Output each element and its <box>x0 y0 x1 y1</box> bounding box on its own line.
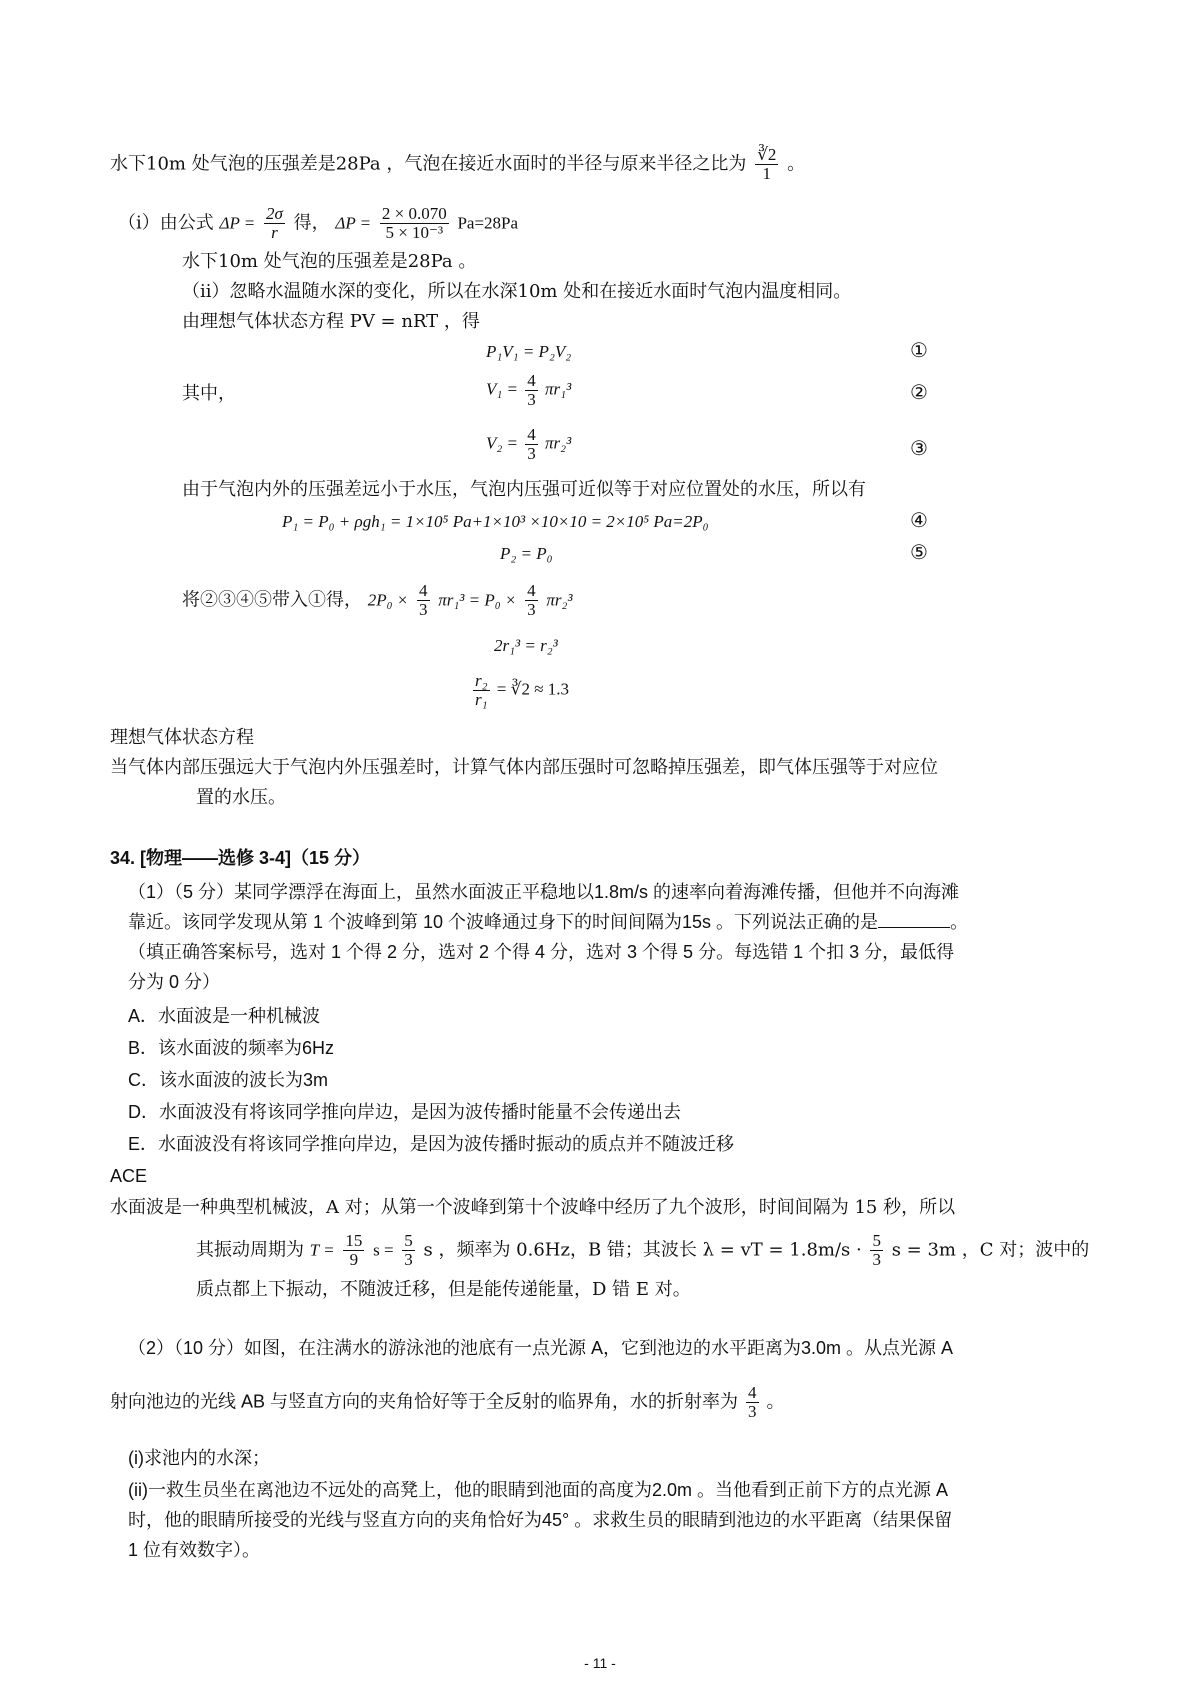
part-ii-explain: 由于气泡内外的压强差远小于水压，气泡内压强可近似等于对应位置处的水压，所以有 <box>182 479 866 500</box>
q2-l2-tail: 。 <box>766 1391 785 1412</box>
exp2-n1: 15 <box>345 1231 363 1250</box>
eq1: P₁V₁ = P₂V₂ <box>486 342 572 361</box>
q34-title: 34. [物理——选修 3-4]（15 分） <box>110 848 371 868</box>
sub-c: πr₂³ <box>546 590 573 610</box>
q2-line-1: （2）（10 分）如图，在注满水的游泳池的池底有一点光源 A，它到池边的水平距离为3.0m 。从点光源 A <box>128 1338 954 1358</box>
q34-p2-text: 靠近。该同学发现从第 1 个波峰到第 10 个波峰通过身下的时间间隔为15s 。下列说法正确的是 <box>128 912 879 932</box>
eq3-tail: πr₂³ <box>545 433 572 453</box>
sub-num2: 4 <box>527 581 536 600</box>
f2-num: 2 × 0.070 <box>381 204 447 223</box>
part-ii-state-eq: 由理想气体状态方程 PV = nRT ，得 <box>182 311 480 332</box>
answer-text: ACE <box>110 1166 148 1186</box>
q34-p3: （填正确答案标号，选对 1 个得 2 分，选对 2 个得 4 分，选对 3 个得 5 分。每选错 1 个扣 3 分，最低得 <box>128 942 955 962</box>
header-line <box>110 146 805 183</box>
explanation-1: 水面波是一种典型机械波，A 对；从第一个波峰到第十个波峰中经历了九个波形，时间间隔为 15 秒，所以 <box>110 1197 956 1218</box>
exp2-a: 其振动周期为 <box>196 1239 304 1261</box>
part-i-formula <box>118 205 518 242</box>
note-2: 当气体内部压强远大于气泡内外压强差时，计算气体内部压强时可忽略掉压强差，即气体压强等于对应位 <box>110 757 938 778</box>
note-3: 置的水压。 <box>196 787 286 808</box>
eq4: P₁ = P₀ + ρgh₁ = 1×10⁵ Pa+1×10³ ×10×10 = 2×10⁵ Pa=2P₀ <box>282 512 709 531</box>
sub-fraction-1 <box>417 582 430 619</box>
eq2-fraction <box>525 372 538 409</box>
eq7-fraction <box>473 672 490 709</box>
q2-num: 4 <box>748 1383 757 1402</box>
exp2-fraction-2 <box>402 1232 415 1269</box>
part-ii-intro: （ii）忽略水温随水深的变化，所以在水深10m 处和在接近水面时气泡内温度相同。 <box>182 281 852 302</box>
q34-p2 <box>128 910 968 934</box>
exp2-n3: 5 <box>872 1231 881 1250</box>
eq7-num: r₂ <box>475 671 488 690</box>
part-i-lead: （i）由公式 <box>118 212 214 234</box>
refraction-index-fraction <box>746 1384 759 1421</box>
q2-part-ii-1: (ii)一救生员坐在离池边不远处的高凳上，他的眼睛到池面的高度为2.0m 。当他看到正前下方的点光源 A <box>128 1480 949 1500</box>
q34-p2-tail: 。 <box>950 912 969 932</box>
eq7 <box>470 672 569 709</box>
ratio-num: ∛2 <box>757 145 777 164</box>
option-c: C．该水面波的波长为3m <box>128 1070 329 1090</box>
eq5: P₂ = P₀ <box>500 544 553 563</box>
sub-fraction-2 <box>525 582 538 619</box>
q34-p1: （1）（5 分）某同学漂浮在海面上，虽然水面波正平稳地以1.8m/s 的速率向着海滩传播，但他并不向海滩 <box>128 882 960 902</box>
q2-part-i: (i)求池内的水深； <box>128 1448 270 1468</box>
ratio-den: 1 <box>762 164 772 183</box>
q2-l2-text: 射向池边的光线 AB 与竖直方向的夹角恰好等于全反射的临界角，水的折射率为 <box>110 1391 739 1412</box>
f2-tail: Pa=28Pa <box>457 213 519 233</box>
option-d: D．水面波没有将该同学推向岸边，是因为波传播时能量不会传递出去 <box>128 1102 681 1122</box>
page-number: - 11 - <box>584 1655 616 1671</box>
exp2-d1: 9 <box>349 1250 359 1269</box>
exp2-d: s = 3m ，C 对；波中的 <box>891 1239 1090 1261</box>
where-label: 其中， <box>182 383 236 404</box>
eq3-fraction <box>525 426 538 463</box>
header-text: 水下10m 处气泡的压强差是28Pa ，气泡在接近水面时的半径与原来半径之比为 <box>110 153 747 175</box>
eq2 <box>486 372 571 409</box>
marker-3: ③ <box>910 436 928 460</box>
exp2-fraction-3 <box>870 1232 883 1269</box>
eq7-den: r₁ <box>475 690 488 709</box>
eq3 <box>486 426 571 463</box>
q2-part-ii-2: 时，他的眼睛所接受的光线与竖直方向的夹角恰好为45° 。求救生员的眼睛到池边的水平距离（结果保留 <box>128 1510 953 1530</box>
part-i-conclusion: 水下10m 处气泡的压强差是28Pa 。 <box>182 251 477 272</box>
q2-den: 3 <box>748 1402 757 1421</box>
note-1: 理想气体状态方程 <box>110 727 254 748</box>
sub-lead: 将②③④⑤带入①得， <box>182 589 362 611</box>
option-e: E．水面波没有将该同学推向岸边，是因为波传播时振动的质点并不随波迁移 <box>128 1134 735 1154</box>
answer-blank <box>878 911 950 928</box>
explanation-2 <box>196 1232 1089 1269</box>
exp2-T: T = <box>309 1240 335 1260</box>
formula1-lhs: ΔP = <box>219 213 256 233</box>
formula2-lhs: ΔP = <box>335 213 372 233</box>
substitution-line <box>182 582 572 619</box>
q2-part-ii-3: 1 位有效数字）。 <box>128 1540 261 1560</box>
sub-den1: 3 <box>419 600 428 619</box>
f2-den: 5 × 10⁻³ <box>385 223 444 242</box>
exp2-d3: 3 <box>872 1250 881 1269</box>
sub-b: πr₁³ = P₀ × <box>438 590 517 610</box>
exp2-c: s ，频率为 0.6Hz，B 错；其波长 λ = vT = 1.8m/s · <box>423 1239 862 1261</box>
marker-1: ① <box>910 338 928 362</box>
sub-a: 2P₀ × <box>367 590 409 610</box>
marker-4: ④ <box>910 508 928 532</box>
f1-den: r <box>271 223 278 242</box>
formula2-fraction <box>380 205 449 242</box>
eq2-lhs: V₁ = <box>486 379 519 399</box>
eq7-tail: = ∛2 ≈ 1.3 <box>496 679 570 699</box>
part-i-mid: 得， <box>293 212 330 234</box>
exp2-fraction-1 <box>343 1232 364 1269</box>
eq2-den: 3 <box>527 390 536 409</box>
ratio-fraction <box>755 146 778 183</box>
marker-5: ⑤ <box>910 540 928 564</box>
q2-line-2 <box>110 1384 785 1421</box>
explanation-3: 质点都上下振动，不随波迁移，但是能传递能量，D 错 E 对。 <box>196 1279 691 1300</box>
exp2-n2: 5 <box>404 1231 413 1250</box>
formula1-fraction <box>264 205 285 242</box>
eq3-den: 3 <box>527 444 536 463</box>
eq3-lhs: V₂ = <box>486 433 519 453</box>
exp2-d2: 3 <box>404 1250 413 1269</box>
eq2-num: 4 <box>527 371 536 390</box>
sub-num1: 4 <box>419 581 428 600</box>
marker-2: ② <box>910 380 928 404</box>
eq2-tail: πr₁³ <box>545 379 572 399</box>
exp2-b: s = <box>373 1240 394 1260</box>
option-b: B．该水面波的频率为6Hz <box>128 1038 335 1058</box>
option-a: A．水面波是一种机械波 <box>128 1006 321 1026</box>
q34-p4: 分为 0 分） <box>128 972 221 992</box>
eq3-num: 4 <box>527 425 536 444</box>
eq6: 2r₁³ = r₂³ <box>494 636 558 655</box>
f1-num: 2σ <box>266 204 283 223</box>
sub-den2: 3 <box>527 600 536 619</box>
header-tail: 。 <box>787 153 806 175</box>
